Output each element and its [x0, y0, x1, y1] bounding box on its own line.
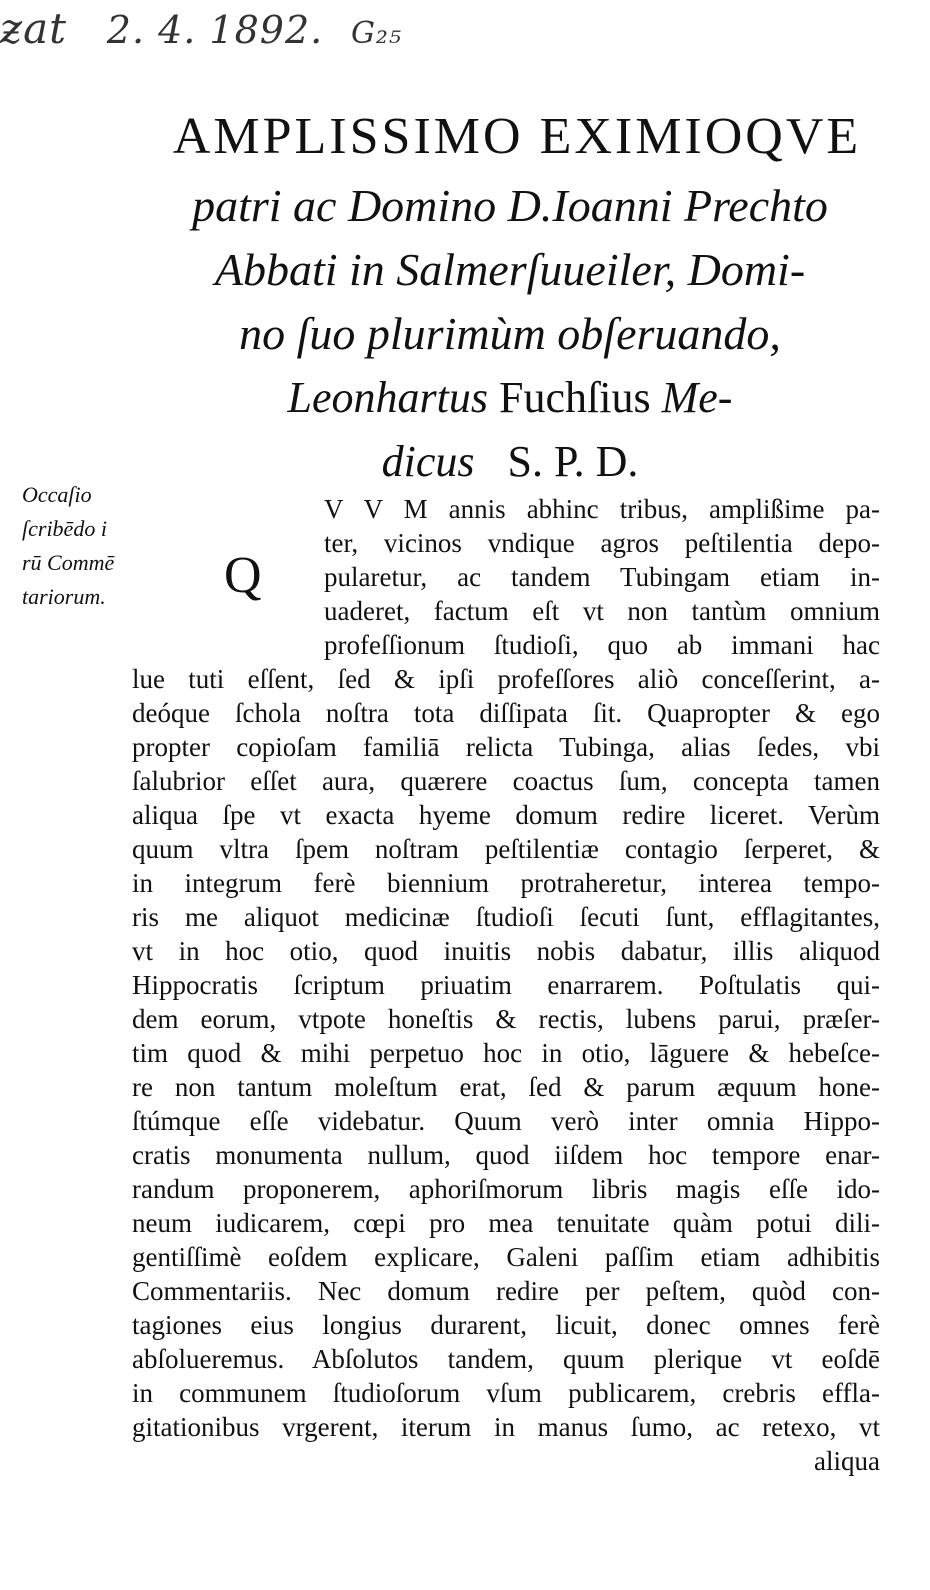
dedication-line-3: Abbati in Salmerſuueiler, Domi- [214, 244, 806, 295]
text-line: vt in hoc otio, quod inuitis nobis dabatur, illis aliquod [132, 936, 880, 966]
text-line: in integrum ferè biennium protraheretur, interea tempo- [132, 868, 880, 898]
dedication-heading [130, 100, 890, 494]
text-line: ſalubrior eſſet aura, quærere coactus ſum, concepta tamen [132, 766, 880, 796]
marginal-note-line: rū Commē [22, 550, 115, 575]
handwritten-annotation [0, 4, 402, 53]
author-surname: Fuchſius [499, 373, 651, 422]
text-line: aliqua ſpe vt exacta hyeme domum redire liceret. Verùm [132, 800, 880, 830]
dedication-line-5 [130, 366, 890, 430]
dedication-line-4: no ſuo plurimùm obſeruando, [239, 308, 781, 359]
handwritten-shelfmark: G₂₅ [350, 16, 402, 51]
catchword: aliqua [814, 1446, 880, 1476]
text-line: deóque ſchola noſtra tota diſſipata ſit. Quapropter & ego [132, 698, 880, 728]
text-line: cratis monumenta nullum, quod iiſdem hoc tempore enar- [132, 1140, 880, 1170]
handwritten-date: 2. 4. 1892. [106, 8, 324, 52]
text-line: propter copioſam familiā relicta Tubinga, alias ſedes, vbi [132, 732, 880, 762]
marginal-note [22, 478, 142, 614]
author-first-name: Leonhartus [287, 373, 489, 422]
text-line: in communem ſtudioſorum vſum publicarem, crebris effla- [132, 1378, 880, 1408]
text-line: ris me aliquot medicinæ ſtudioſi ſecuti ſunt, efflagitantes, [132, 902, 880, 932]
salutation: S. P. D. [507, 437, 639, 486]
drop-cap: Q [224, 547, 262, 604]
body-text [132, 492, 880, 1478]
text-line: neum iudicarem, cœpi pro mea tenuitate quàm potui dili- [132, 1208, 880, 1238]
handwritten-mark: ƶat [0, 4, 68, 53]
text-line: Hippocratis ſcriptum priuatim enarrarem. Poſtulatis qui- [132, 970, 880, 1000]
text-line: lue tuti eſſent, ſed & ipſi profeſſores aliò conceſſerint, a- [132, 664, 880, 694]
text-line: pularetur, ac tandem Tubingam etiam in- [324, 562, 880, 592]
text-line: tagiones eius longius durarent, licuit, donec omnes ferè [132, 1310, 880, 1340]
text-line: randum proponerem, aphoriſmorum libris magis eſſe ido- [132, 1174, 880, 1204]
text-line: V V M annis abhinc tribus, amplißime pa- [324, 494, 880, 524]
marginal-note-line: Occaſio [22, 482, 92, 507]
text-line: gentiſſimè eoſdem explicare, Galeni paſſim etiam adhibitis [132, 1242, 880, 1272]
text-line: tim quod & mihi perpetuo hoc in otio, lāguere & hebeſce- [132, 1038, 880, 1068]
text-line: ter, vicinos vndique agros peſtilentia depo- [324, 528, 880, 558]
text-line: quum vltra ſpem noſtram peſtilentiæ contagio ſerperet, & [132, 834, 880, 864]
dedication-line-2: patri ac Domino D.Ioanni Prechto [192, 180, 828, 231]
text-line: dem eorum, vtpote honeſtis & rectis, lubens parui, præſer- [132, 1004, 880, 1034]
dedication-line-6 [130, 430, 890, 494]
text-line: ſtúmque eſſe videbatur. Quum verò inter omnia Hippo- [132, 1106, 880, 1136]
text-line: uaderet, factum eſt vt non tantùm omnium [324, 596, 880, 626]
text-line: abſolueremus. Abſolutos tandem, quum plerique vt eoſdē [132, 1344, 880, 1374]
marginal-note-line: tariorum. [22, 584, 106, 609]
text-line: Commentariis. Nec domum redire per peſtem, quòd con- [132, 1276, 880, 1306]
text-line: gitationibus vrgerent, iterum in manus ſumo, ac retexo, vt [132, 1412, 880, 1442]
marginal-note-line: ſcribēdo i [22, 516, 107, 541]
author-title-end: dicus [381, 437, 475, 486]
author-title-part: Me- [661, 373, 733, 422]
dedication-line-1: AMPLISSIMO EXIMIOQVE [172, 108, 862, 165]
text-line: re non tantum moleſtum erat, ſed & parum æquum hone- [132, 1072, 880, 1102]
text-line: profeſſionum ſtudioſi, quo ab immani hac [324, 630, 880, 660]
